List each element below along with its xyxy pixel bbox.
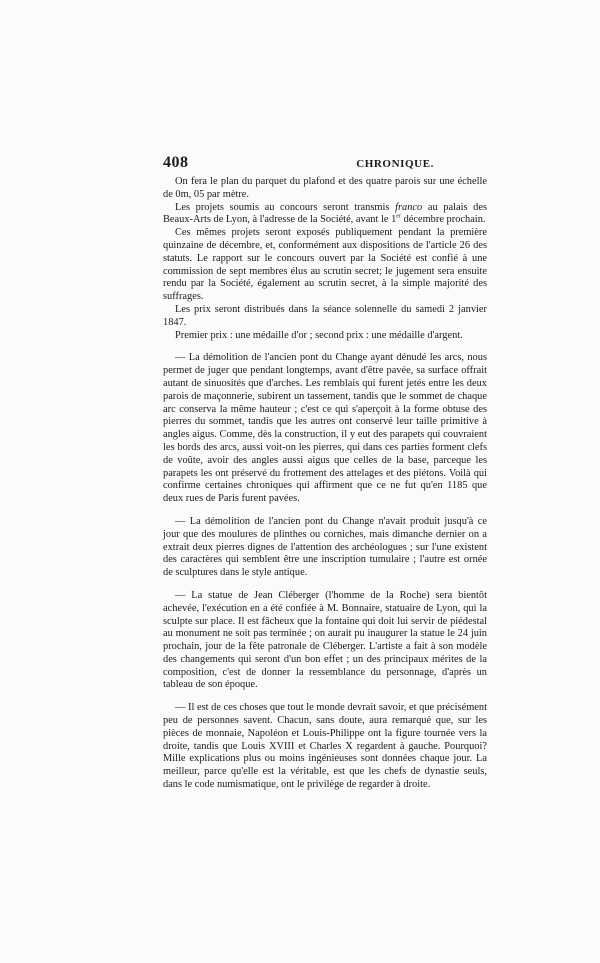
paragraph-pierres: — La démolition de l'ancien pont du Change n'avait produit jusqu'à ce jour que des moulures de plinthes ou corniches, mais dimanche dernier on a extrait deux pierres dignes de l'attention des archéologues ; sur l'une existent des caractères qui semblent être une inscription tumulaire ; l'autre est ornée de sculptures dans le style antique.	[163, 515, 487, 579]
paragraph-prizes: Premier prix : une médaille d'or ; second prix : une médaille d'argent.	[175, 329, 463, 341]
paragraph-exhibition: Ces mêmes projets seront exposés publiquement pendant la première quinzaine de décembre, et, conformément aux dispositions de l'article 26 des statuts. Le rapport sur le concours ouvert par la Société est confié à une commission de sept membres élus au scrutin secret; le jugement sera ensuite rendu par la Société, également au scrutin secret, à la simple majorité des suffrages.	[163, 227, 487, 303]
paragraph-statue: — La statue de Jean Cléberger (l'homme de la Roche) sera bientôt achevée, l'exécution en a été confiée à M. Bonnaire, statuaire de Lyon, qui la sculpte sur place. Il est fâcheux que la fontaine qui doit lui servir de piédestal au monument ne soit pas terminée ; on aurait pu inaugurer la statue le 24 juin prochain, jour de la fête patronale de Cléberger. L'artiste a fait à son modèle des changements qui seront d'un bon effet ; un des principaux mérites de la composition, c'est de donner la ressemblance du personnage, d'après un tableau de son époque.	[163, 589, 487, 691]
section-gap	[163, 692, 487, 702]
paragraph-scale: On fera le plan du parquet du plafond et des quatre parois sur une échelle de 0m, 05 par mètre.	[163, 176, 487, 200]
section-gap	[163, 506, 487, 516]
article-body	[163, 176, 487, 792]
superscript-er: er	[396, 213, 401, 220]
page-number: 408	[163, 154, 189, 171]
text-segment: Les projets soumis au concours seront transmis	[175, 201, 390, 213]
paragraph-pont-du-change: — La démolition de l'ancien pont du Change ayant dénudé les arcs, nous permet de juger que pendant longtemps, avant d'être pavée, sa surface offrait autant de sinuosités que d'arches. Les remblais qui furent jetés entre les deux parois de maçonnerie, subirent un tassement, tandis que le sommet de chaque arc conserva la même hauteur ; c'est ce qui s'aperçoit à la forme obtuse des pierres du sommet, tandis que les autres ont conservé leur taille primitive à angles aigus. Comme, dès la construction, il y eut des parapets qui couvraient les bords des arcs, aussi voit-on les pierres, qui dans ces parties forment clefs de voûte, avoir des angles aussi aigus que celles de la base, parceque les parapets les ont préservé du frottement des attelages et des piétons. Voilà qui confirme certaines chroniques qui affirment que ce ne fut qu'en 1185 que deux rues de Paris furent pavées.	[163, 352, 487, 505]
running-head: CHRONIQUE.	[356, 158, 434, 170]
section-gap	[163, 580, 487, 590]
italic-franco: franco	[395, 201, 423, 213]
text-segment: au palais des Beaux-Arts de Lyon, à l'adresse de la Société, avant le 1	[163, 201, 487, 226]
text-segment: décembre prochain.	[403, 214, 486, 226]
page-header	[163, 154, 487, 176]
paragraph-monnaie: — Il est de ces choses que tout le monde devrait savoir, et que précisément peu de personnes savent. Chacun, sans doute, aura remarqué que, sur les pièces de monnaie, Napoléon et Louis-Philippe ont la figure tournée vers la droite, tandis que Louis XVIII et Charles X regardent à gauche. Pourquoi? Mille explications plus ou moins ingénieuses sont données chaque jour. La meilleur, parce qu'elle est la véritable, est que les chefs de dynastie seuls, dans le code numismatique, ont le privilège de regarder à droite.	[163, 702, 487, 791]
section-gap	[163, 342, 487, 352]
page	[163, 154, 487, 792]
paragraph-prizes-date: Les prix seront distribués dans la séance solennelle du samedi 2 janvier 1847.	[163, 303, 487, 328]
paragraph-submission	[163, 202, 487, 228]
